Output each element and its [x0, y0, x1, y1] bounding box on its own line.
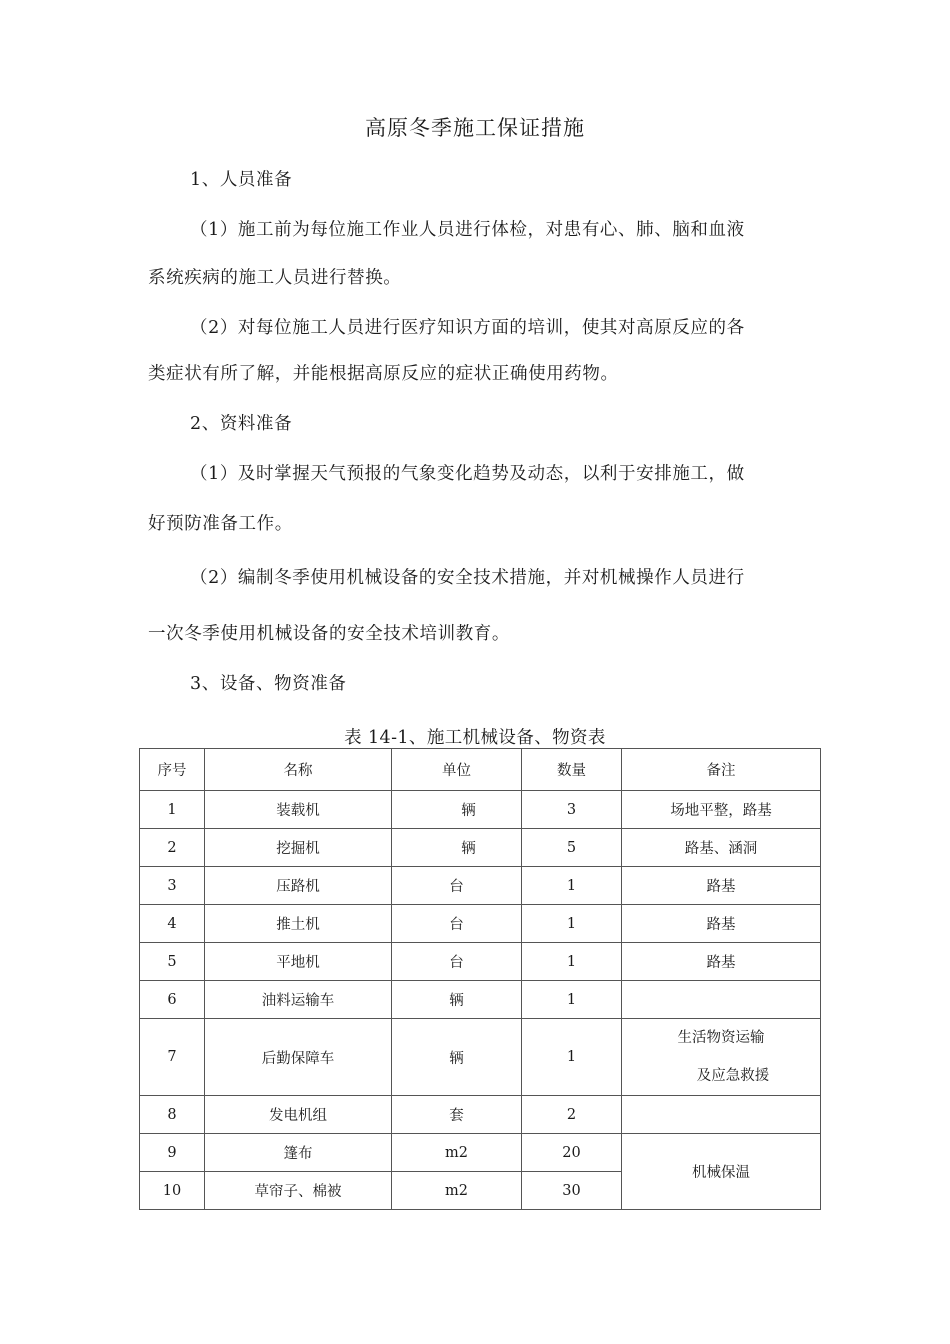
cell-name: 发电机组 [205, 1096, 392, 1134]
table-row [140, 829, 821, 867]
cell-unit: 套 [392, 1096, 522, 1134]
paragraph-line: 一次冬季使用机械设备的安全技术培训教育。 [148, 624, 510, 644]
paragraph-line: 好预防准备工作。 [148, 514, 293, 534]
header-name: 名称 [205, 749, 392, 791]
cell-index: 1 [140, 791, 205, 829]
table-row [140, 1019, 821, 1096]
cell-quantity: 1 [522, 867, 622, 905]
header-index: 序号 [140, 749, 205, 791]
paragraph-line: （2）对每位施工人员进行医疗知识方面的培训，使其对高原反应的各 [190, 318, 745, 338]
cell-name: 推土机 [205, 905, 392, 943]
cell-name: 平地机 [205, 943, 392, 981]
cell-index: 3 [140, 867, 205, 905]
paragraph-line: （2）编制冬季使用机械设备的安全技术措施，并对机械操作人员进行 [190, 568, 745, 588]
cell-unit: m2 [392, 1134, 522, 1172]
table-row [140, 905, 821, 943]
cell-quantity: 3 [522, 791, 622, 829]
cell-index: 10 [140, 1172, 205, 1210]
cell-unit: 辆 [392, 1019, 522, 1096]
paragraph-line: 类症状有所了解，并能根据高原反应的症状正确使用药物。 [148, 364, 619, 384]
table-row [140, 981, 821, 1019]
cell-index: 5 [140, 943, 205, 981]
cell-quantity: 1 [522, 981, 622, 1019]
cell-index: 6 [140, 981, 205, 1019]
cell-quantity: 1 [522, 1019, 622, 1096]
cell-unit: 辆 [392, 829, 522, 867]
paragraph-line: 系统疾病的施工人员进行替换。 [148, 268, 402, 288]
cell-unit: 台 [392, 905, 522, 943]
cell-quantity: 1 [522, 905, 622, 943]
table-caption: 表 14-1、施工机械设备、物资表 [344, 728, 606, 748]
page-title: 高原冬季施工保证措施 [365, 116, 585, 140]
header-unit: 单位 [392, 749, 522, 791]
cell-name: 后勤保障车 [205, 1019, 392, 1096]
cell-quantity: 2 [522, 1096, 622, 1134]
section-heading-equipment: 3、设备、物资准备 [190, 674, 347, 694]
cell-quantity: 5 [522, 829, 622, 867]
cell-name: 草帘子、棉被 [205, 1172, 392, 1210]
equipment-table [139, 748, 821, 1210]
table-row [140, 791, 821, 829]
cell-notes: 场地平整，路基 [622, 791, 821, 829]
table-row [140, 1134, 821, 1172]
cell-notes: 机械保温 [622, 1134, 821, 1210]
cell-unit: 台 [392, 943, 522, 981]
cell-notes [622, 981, 821, 1019]
cell-notes: 路基、涵洞 [622, 829, 821, 867]
cell-unit: m2 [392, 1172, 522, 1210]
cell-quantity: 1 [522, 943, 622, 981]
cell-notes: 路基 [622, 943, 821, 981]
cell-index: 2 [140, 829, 205, 867]
cell-unit: 辆 [392, 791, 522, 829]
section-heading-documents: 2、资料准备 [190, 414, 293, 434]
cell-index: 4 [140, 905, 205, 943]
table-header-row [140, 749, 821, 791]
section-heading-personnel: 1、人员准备 [190, 170, 293, 190]
note-line: 及应急救援 [696, 1068, 770, 1084]
table-row [140, 1096, 821, 1134]
paragraph-line: （1）及时掌握天气预报的气象变化趋势及动态，以利于安排施工，做 [190, 464, 745, 484]
cell-name: 油料运输车 [205, 981, 392, 1019]
cell-index: 9 [140, 1134, 205, 1172]
paragraph-line: （1）施工前为每位施工作业人员进行体检，对患有心、肺、脑和血液 [190, 220, 745, 240]
note-line: 生活物资运输 [677, 1030, 765, 1046]
cell-unit: 台 [392, 867, 522, 905]
cell-quantity: 20 [522, 1134, 622, 1172]
cell-index: 7 [140, 1019, 205, 1096]
cell-name: 篷布 [205, 1134, 392, 1172]
table-row [140, 943, 821, 981]
cell-name: 装载机 [205, 791, 392, 829]
cell-notes [622, 1019, 821, 1096]
cell-quantity: 30 [522, 1172, 622, 1210]
cell-name: 压路机 [205, 867, 392, 905]
cell-notes [622, 1096, 821, 1134]
header-quantity: 数量 [522, 749, 622, 791]
cell-index: 8 [140, 1096, 205, 1134]
cell-name: 挖掘机 [205, 829, 392, 867]
cell-unit: 辆 [392, 981, 522, 1019]
cell-notes: 路基 [622, 867, 821, 905]
header-notes: 备注 [622, 749, 821, 791]
table-row [140, 867, 821, 905]
cell-notes: 路基 [622, 905, 821, 943]
